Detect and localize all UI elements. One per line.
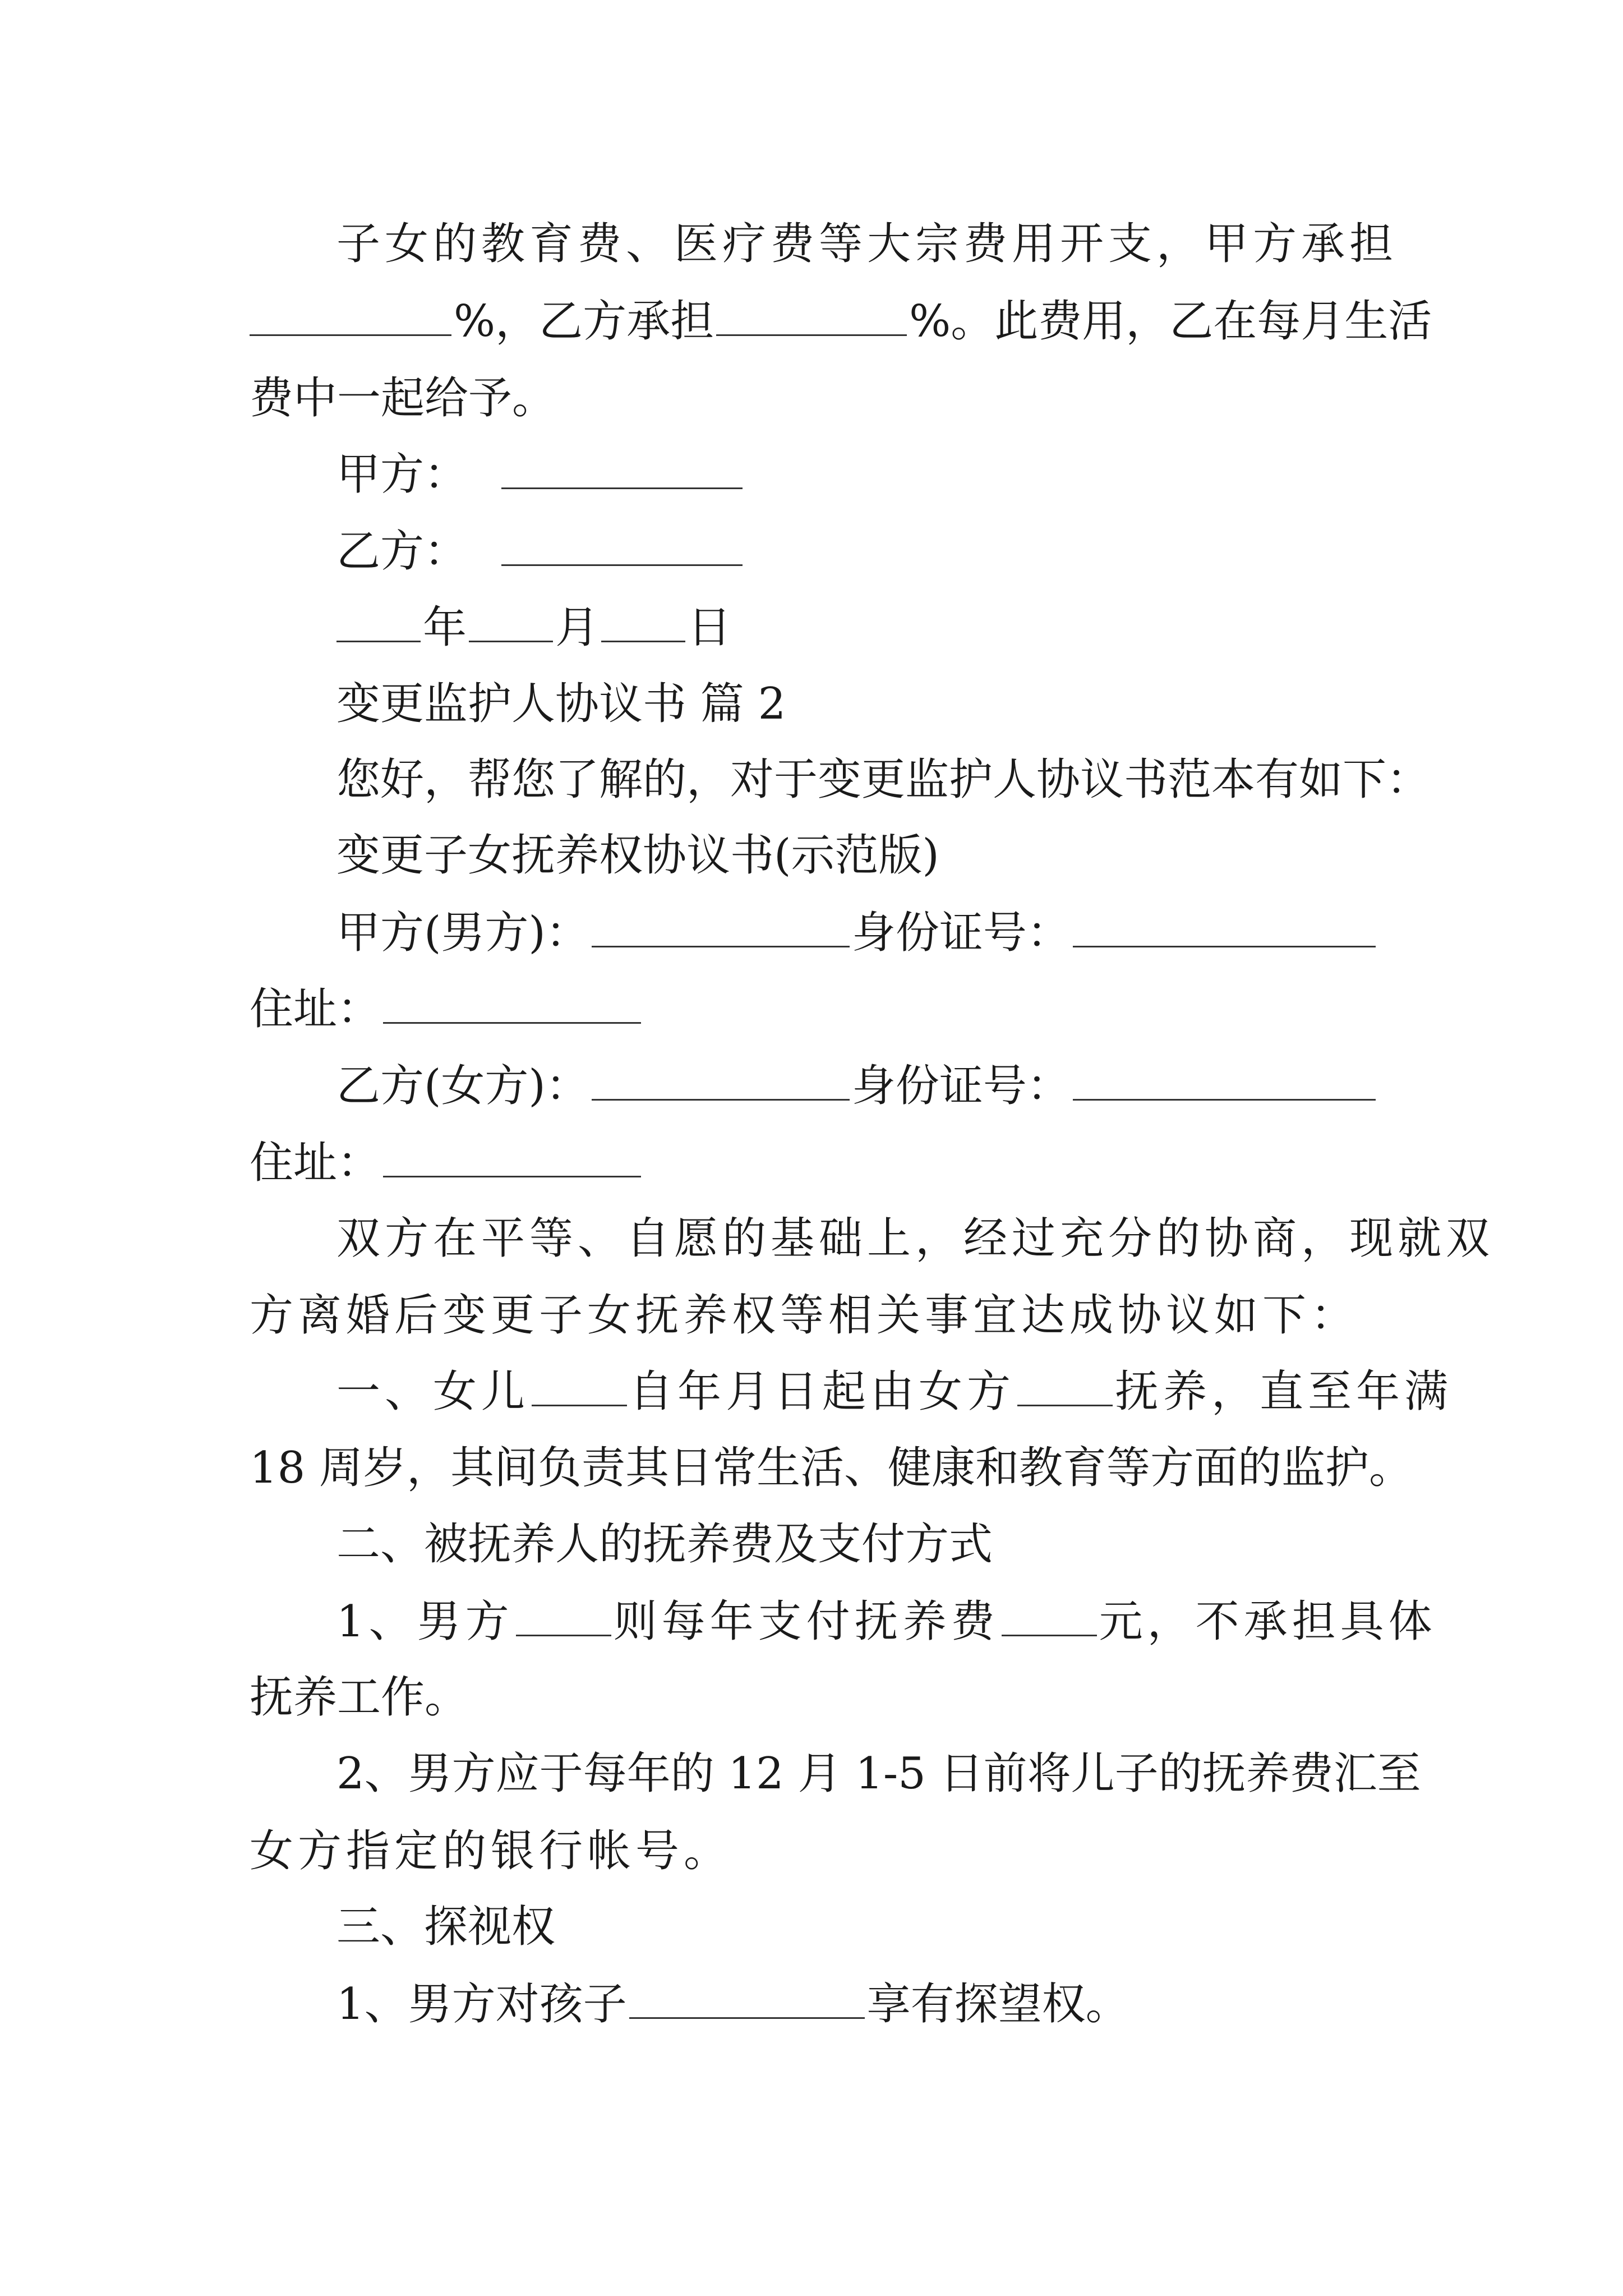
text-segment: 18 周岁，其间负责其日常生活、健康和教育等方面的监护。 (250, 1443, 1413, 1493)
text-segment: %，乙方承担 (454, 296, 714, 347)
text-segment: 甲方(男方)： (336, 908, 589, 958)
clause-line (336, 1746, 1421, 1802)
section-heading (336, 676, 786, 732)
clause-heading (336, 1899, 555, 1955)
date-line (336, 599, 731, 655)
paragraph-line (250, 1669, 468, 1726)
fill-blank-id-number[interactable] (1073, 1057, 1376, 1101)
text-segment: 身份证号： (851, 908, 1071, 958)
text-segment: 则每年支付抚养费 (613, 1596, 999, 1647)
text-segment: 一、女儿 (336, 1366, 530, 1417)
text-segment: 1、男方对孩子 (336, 1979, 627, 2030)
text-segment: 住址： (250, 1138, 381, 1188)
signature-line-party-b (336, 523, 745, 579)
fill-blank-year[interactable] (336, 599, 421, 642)
signature-line-party-a (336, 446, 745, 502)
fill-blank-address[interactable] (383, 1134, 641, 1177)
text-segment: 年 (423, 602, 467, 653)
fill-blank[interactable] (501, 523, 743, 566)
fill-blank-name[interactable] (592, 1057, 850, 1101)
text-segment: 自年月日起由女方 (629, 1366, 1016, 1417)
party-a-info-line (336, 904, 1378, 960)
fill-blank[interactable] (250, 293, 451, 336)
agreement-title (336, 827, 939, 884)
paragraph-line (250, 370, 556, 426)
fill-blank[interactable] (716, 293, 907, 336)
text-segment: 身份证号： (851, 1061, 1071, 1111)
text-segment: 方离婚后变更子女抚养权等相关事宜达成协议如下： (250, 1290, 1359, 1341)
text-segment: 子女的教育费、医疗费等大宗费用开支，甲方承担 (336, 219, 1398, 269)
fill-blank[interactable] (516, 1593, 611, 1636)
paragraph-line (250, 1440, 1413, 1496)
text-segment: 费中一起给予。 (250, 373, 556, 424)
paragraph-line (336, 1211, 1494, 1267)
fill-blank-id-number[interactable] (1073, 904, 1376, 947)
text-segment: 2、男方应于每年的 12 月 1-5 日前将儿子的抚养费汇至 (336, 1749, 1421, 1799)
text-segment: 抚养，直至年满 (1115, 1366, 1453, 1417)
fill-blank-name[interactable] (592, 904, 850, 947)
text-segment: 1、男方 (336, 1596, 514, 1647)
fill-blank[interactable] (501, 446, 743, 489)
clause-heading (336, 1516, 993, 1572)
fill-blank[interactable] (1017, 1363, 1113, 1406)
paragraph-line (336, 216, 1398, 272)
fill-blank-amount[interactable] (1002, 1593, 1097, 1636)
text-segment: 住址： (250, 984, 381, 1034)
fill-blank[interactable] (532, 1363, 627, 1406)
party-b-address-line (250, 1134, 643, 1190)
text-segment: 日 (688, 602, 732, 653)
text-segment: %。此费用，乙在每月生活 (909, 296, 1432, 347)
text-segment: 元，不承担具体 (1099, 1596, 1437, 1647)
fill-blank-day[interactable] (601, 599, 685, 642)
text-segment: 享有探望权。 (866, 1979, 1129, 2030)
party-a-address-line (250, 981, 643, 1037)
text-segment: 三、探视权 (336, 1902, 556, 1952)
text-segment: 乙方(女方)： (336, 1061, 589, 1111)
text-segment: 抚养工作。 (250, 1672, 469, 1723)
text-segment: 乙方： (336, 526, 468, 577)
paragraph-line (250, 1287, 1359, 1343)
paragraph-line (336, 752, 1430, 808)
text-segment: 女方指定的银行帐号。 (250, 1826, 732, 1876)
fill-blank[interactable] (629, 1976, 865, 2019)
fill-blank-month[interactable] (469, 599, 553, 642)
clause-line (336, 1363, 1453, 1419)
text-segment: 双方在平等、自愿的基础上，经过充分的协商，现就双 (336, 1213, 1495, 1264)
text-segment: 月 (555, 602, 600, 653)
paragraph-line (250, 1823, 732, 1879)
clause-line (336, 1976, 1129, 2032)
text-segment: 二、被抚养人的抚养费及支付方式 (336, 1519, 993, 1570)
text-segment: 变更监护人协议书 篇 2 (336, 679, 786, 729)
text-segment: 您好，帮您了解的，对于变更监护人协议书范本有如下： (336, 754, 1431, 805)
text-segment: 甲方： (336, 449, 468, 500)
clause-line (336, 1593, 1437, 1649)
paragraph-line (250, 293, 1432, 349)
party-b-info-line (336, 1057, 1378, 1114)
text-segment: 变更子女抚养权协议书(示范版) (336, 830, 939, 881)
fill-blank-address[interactable] (383, 981, 641, 1024)
